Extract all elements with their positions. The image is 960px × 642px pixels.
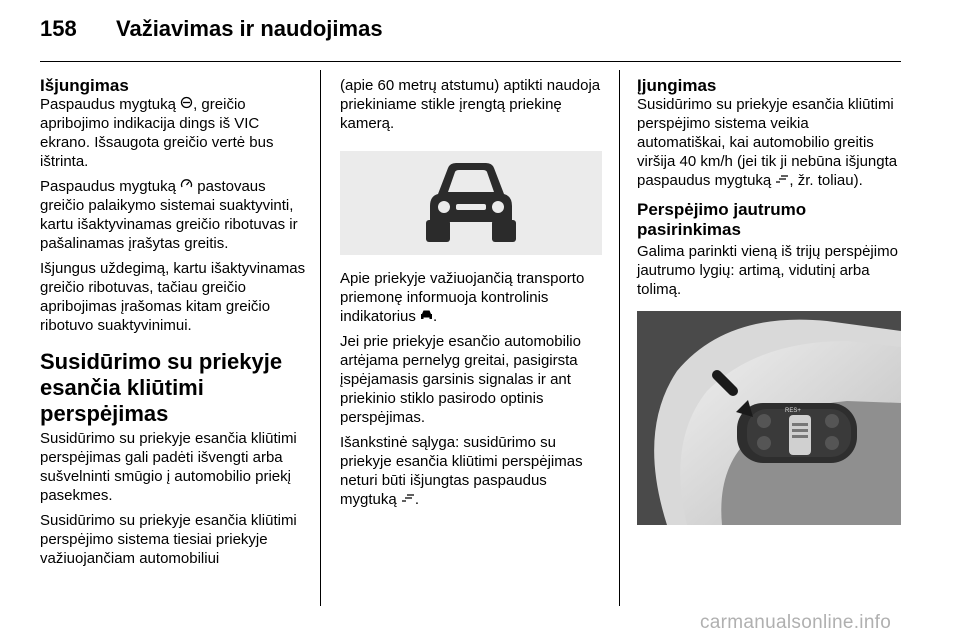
subheading: Perspėjimo jautrumo pasirinkimas [637,200,807,239]
column-left [40,76,306,574]
limiter-button-icon [180,95,193,114]
column-right [637,76,901,525]
steering-wheel-figure [637,311,901,525]
paragraph: Paspaudus mygtuką pastovaus greičio palaikymo sistemai suaktyvinti, kartu išaktyvinamas greičio ribotuvas ir pašalinamas įrašytas greitis. [40,178,298,252]
header-rule [40,61,901,62]
paragraph: Išankstinė sąlyga: susidūrimo su priekyje esančia kliūtimi perspėjimas neturi būti išjungtas paspaudus mygtuką . [340,434,583,508]
page-header [40,16,900,54]
page-number: 158 [40,16,77,41]
collision-warning-button-icon [401,490,415,509]
paragraph: Galima parinkti vieną iš trijų perspėjimo jautrumo lygių: artimą, vidutinį arba tolimą. [637,243,898,298]
column-middle [340,76,602,515]
steering-wheel-image [637,311,901,525]
paragraph: Susidūrimo su priekyje esančia kliūtimi perspėjimo sistema veikia automatiškai, kai automobilio greitis viršija 40 km/h (jei tik ji nebūna išjungta paspaudus mygtuką , žr. toliau). [637,96,898,189]
heading-off: Išjungimas [40,76,129,95]
paragraph: Apie priekyje važiuojančią transporto priemonę informuoja kontrolinis indikatorius . [340,270,585,325]
car-front-icon [416,160,526,246]
page-title: Važiavimas ir naudojimas [116,16,383,41]
section-heading: Susidūrimo su priekyje esančia kliūtimi perspėjimas [40,349,283,426]
res-plus-label: RES+ [785,408,801,414]
paragraph: Jei prie priekyje esančio automobilio artėjama pernelyg greitai, pasigirsta įspėjamasis garsinis signalas ir ant priekinio stiklo pasirodo optinis perspėjimas. [340,333,581,426]
watermark: carmanualsonline.info [700,612,892,633]
paragraph: Paspaudus mygtuką , greičio apribojimo indikacija dings iš VIC ekrano. Išsaugota greičio vertė bus ištrinta. [40,96,274,170]
car-indicator-figure [340,151,602,255]
collision-warning-button-icon [775,171,789,190]
paragraph: Susidūrimo su priekyje esančia kliūtimi perspėjimo sistema tiesiai priekyje važiuojančiam automobiliui [40,512,297,567]
paragraph: Išjungus uždegimą, kartu išaktyvinamas greičio ribotuvas, tačiau greičio apribojimas įrašomas kitam greičio ribotuvo suaktyvinimui. [40,260,306,334]
paragraph: Susidūrimo su priekyje esančia kliūtimi perspėjimas gali padėti išvengti arba sušvelninti smūgio į automobilio priekį pasekmes. [40,430,297,504]
column-divider [320,70,321,606]
column-divider [619,70,620,606]
paragraph: (apie 60 metrų atstumu) aptikti naudoja priekiniame stikle įrengtą priekinę kamerą. [340,77,601,132]
heading-on: Įjungimas [637,76,717,95]
cruise-button-icon [180,177,193,196]
car-indicator-icon [420,307,433,326]
